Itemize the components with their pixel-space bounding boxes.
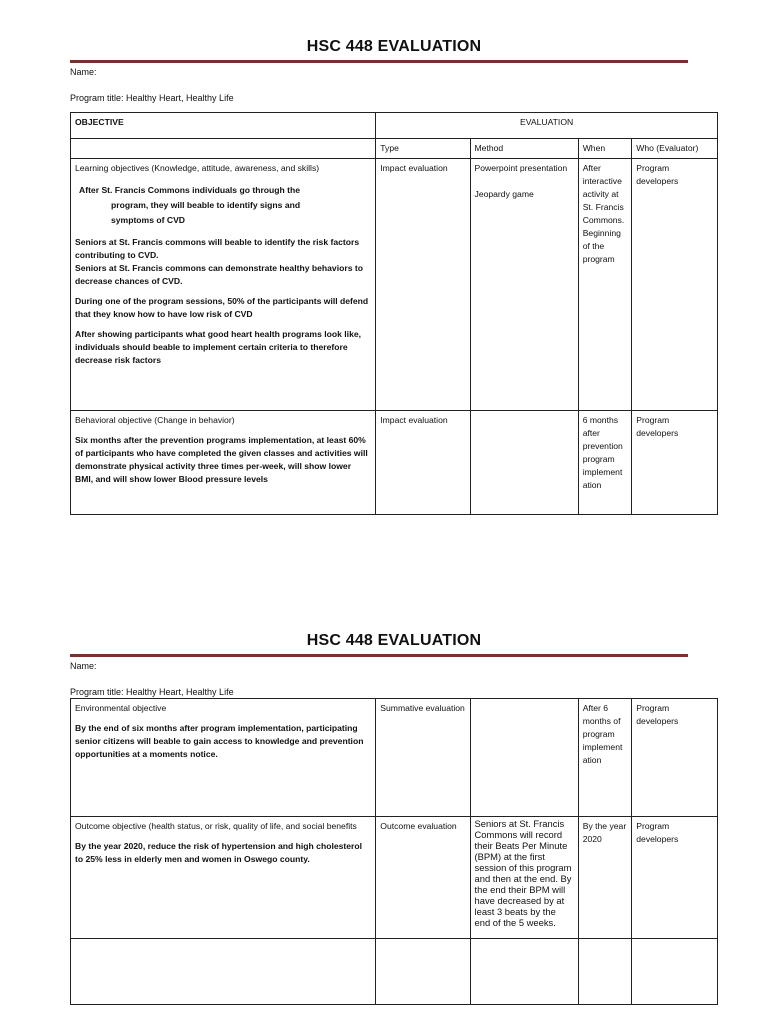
when-cell: After interactive activity at St. Francis Commons. Beginning of the program (578, 159, 632, 411)
page-2 (70, 630, 718, 1005)
who-cell (632, 939, 718, 1005)
method-cell (470, 411, 578, 515)
who-header: Who (Evaluator) (632, 139, 718, 159)
objective-paragraph: By the end of six months after program implementation, participating senior citizens will beable to gain access to knowledge and prevention opportunities at a moments notice. (75, 723, 364, 759)
objective-heading: Outcome objective (health status, or risk, quality of life, and social benefits (75, 821, 357, 831)
objective-paragraph: After St. Francis Commons individuals go through the program, they will beable to identify signs and symptoms of CVD (79, 185, 301, 225)
who-cell: Program developers (632, 699, 718, 817)
table-row (71, 699, 718, 817)
objective-cell (71, 699, 376, 817)
method-cell: Powerpoint presentation Jeopardy game (470, 159, 578, 411)
meta-block (70, 66, 718, 104)
method-cell (470, 699, 578, 817)
objective-cell (71, 939, 376, 1005)
program-title: Program title: Healthy Heart, Healthy Life (70, 93, 234, 103)
program-title: Program title: Healthy Heart, Healthy Life (70, 687, 234, 697)
method-header: Method (470, 139, 578, 159)
objective-heading: Environmental objective (75, 703, 167, 713)
page-1 (70, 36, 718, 515)
when-cell: By the year 2020 (578, 817, 632, 939)
name-label: Name: (70, 661, 97, 671)
table-row (71, 159, 718, 411)
objective-cell (71, 411, 376, 515)
page-title: HSC 448 EVALUATION (306, 38, 482, 55)
who-cell: Program developers (632, 159, 718, 411)
when-cell: After 6 months of program implement ation (578, 699, 632, 817)
who-cell: Program developers (632, 411, 718, 515)
type-cell (376, 939, 470, 1005)
page-title: HSC 448 EVALUATION (306, 632, 482, 649)
objective-heading: Behavioral objective (Change in behavior) (75, 415, 235, 425)
title-rule (70, 60, 688, 63)
objective-paragraph: Six months after the prevention programs implementation, at least 60% of participants who have completed the given classes and activities will demonstrate physical activity three times per-week, will show lower BMI, and will show lower Blood pressure levels (75, 435, 368, 484)
method-cell: Seniors at St. Francis Commons will record their Beats Per Minute (BPM) at the first session of this program and then at the end. By the end their BPM will have decreased by at least 3 beats by the end of the 5 weeks. (470, 817, 578, 939)
table-row (71, 939, 718, 1005)
when-header: When (578, 139, 632, 159)
method-cell (470, 939, 578, 1005)
objective-heading: Learning objectives (Knowledge, attitude, awareness, and skills) (75, 163, 320, 173)
name-label: Name: (70, 67, 97, 77)
table-row (71, 817, 718, 939)
objective-paragraph: By the year 2020, reduce the risk of hypertension and high cholesterol to 25% less in elderly men and women in Oswego county. (75, 841, 363, 864)
evaluation-header: EVALUATION (376, 113, 718, 139)
objective-cell (71, 817, 376, 939)
title-rule (70, 654, 688, 657)
objective-paragraph: During one of the program sessions, 50% of the participants will defend that they know how to have low risk of CVD (75, 296, 369, 319)
type-cell: Impact evaluation (376, 411, 470, 515)
table-header-row (71, 113, 718, 139)
objective-paragraph: Seniors at St. Francis commons will beable to identify the risk factors contributing to CVD. (75, 237, 360, 260)
table-subheader-row (71, 139, 718, 159)
evaluation-table (70, 698, 718, 1005)
when-cell (578, 939, 632, 1005)
evaluation-table (70, 112, 718, 515)
objective-cell (71, 159, 376, 411)
type-cell: Impact evaluation (376, 159, 470, 411)
who-cell: Program developers (632, 817, 718, 939)
objective-paragraph: Seniors at St. Francis commons can demonstrate healthy behaviors to decrease chances of CVD. (75, 263, 363, 286)
objective-header: OBJECTIVE (71, 113, 376, 139)
table-row (71, 411, 718, 515)
type-header: Type (376, 139, 470, 159)
when-cell: 6 months after prevention program implement ation (578, 411, 632, 515)
objective-paragraph: After showing participants what good heart health programs look like, individuals should beable to implement certain criteria to therefore decrease risk factors (75, 329, 362, 365)
meta-block (70, 660, 718, 698)
type-cell: Outcome evaluation (376, 817, 470, 939)
type-cell: Summative evaluation (376, 699, 470, 817)
